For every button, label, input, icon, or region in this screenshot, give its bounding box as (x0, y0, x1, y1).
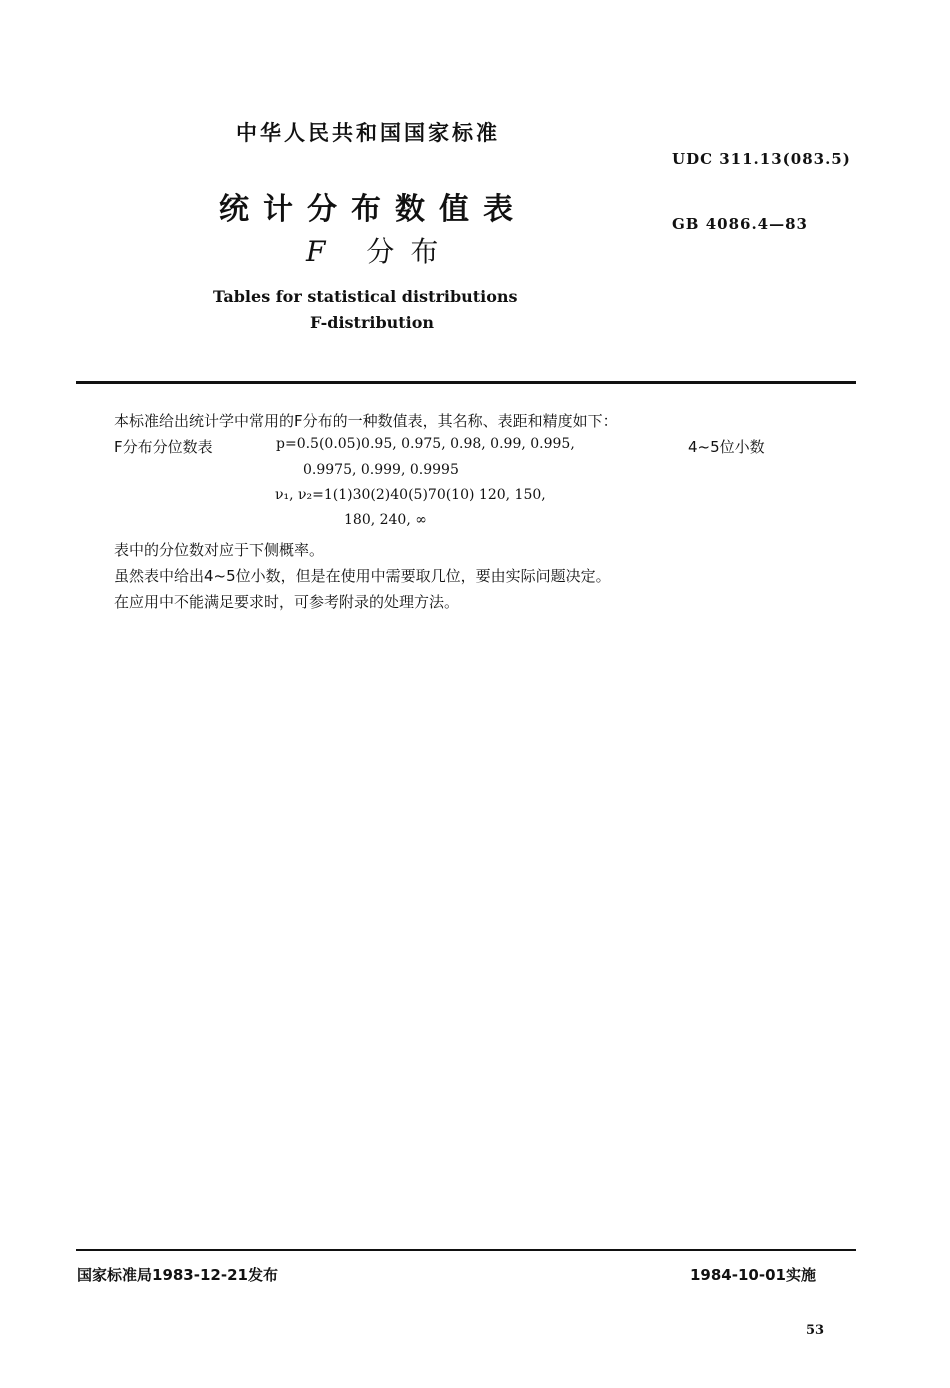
note-appendix: 在应用中不能满足要求时，可参考附录的处理方法。 (114, 593, 460, 611)
nu-values-line2: 180, 240, ∞ (344, 512, 427, 528)
title-english-line1: Tables for statistical distributions (213, 287, 518, 306)
note-lower-probability: 表中的分位数对应于下侧概率。 (114, 541, 325, 559)
effective-date: 1984-10-01实施 (690, 1266, 816, 1284)
intro-text: 本标准给出统计学中常用的F分布的一种数值表，其名称、表距和精度如下： (114, 412, 618, 430)
udc-code: UDC 311.13(083.5) (672, 150, 851, 168)
title-f-letter: F (306, 235, 342, 268)
page-number: 53 (806, 1323, 825, 1338)
issuer-heading: 中华人民共和国国家标准 (236, 121, 500, 145)
bottom-divider (76, 1249, 856, 1251)
precision-note: 4~5位小数 (688, 438, 765, 456)
standard-number: GB 4086.4—83 (672, 215, 808, 233)
title-chinese-line2 (306, 230, 454, 270)
note-decimal-places: 虽然表中给出4~5位小数，但是在使用中需要取几位，要由实际问题决定。 (114, 567, 611, 585)
nu-values-line1: ν₁, ν₂=1(1)30(2)40(5)70(10) 120, 150, (275, 487, 546, 503)
top-divider (76, 381, 856, 384)
table-name: F分布分位数表 (114, 438, 213, 456)
title-distribution-word: 分布 (366, 235, 455, 268)
title-chinese-line1: 统计分布数值表 (219, 192, 527, 227)
p-values-line1: p=0.5(0.05)0.95, 0.975, 0.98, 0.99, 0.995, (276, 436, 575, 452)
title-english-line2: F-distribution (310, 313, 435, 332)
p-values-line2: 0.9975, 0.999, 0.9995 (303, 462, 459, 478)
issue-date: 国家标准局1983-12-21发布 (77, 1266, 278, 1284)
